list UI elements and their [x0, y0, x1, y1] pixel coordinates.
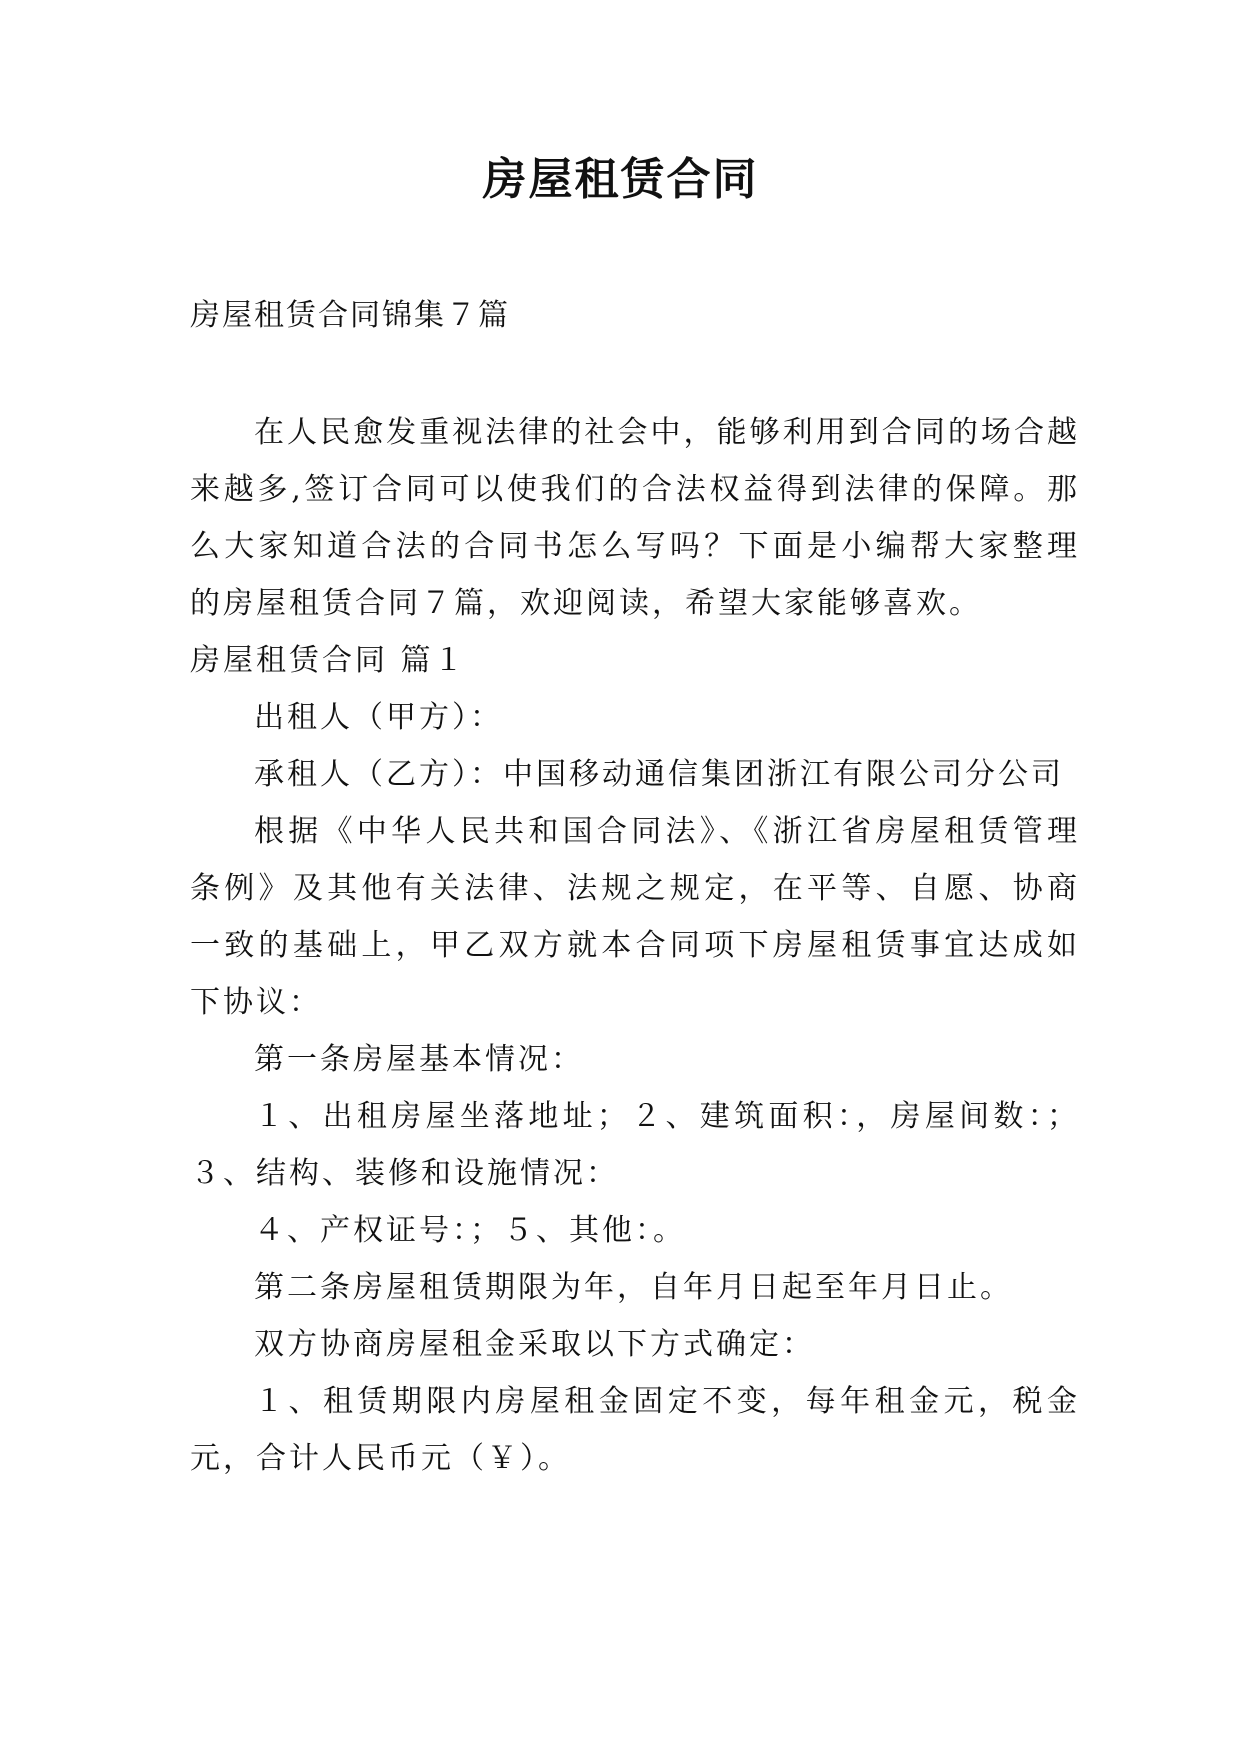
legal-basis-paragraph: 根据《中华人民共和国合同法》、《浙江省房屋租赁管理条例》及其他有关法律、法规之规定，在平等、自愿、协商一致的基础上，甲乙双方就本合同项下房屋租赁事宜达成如下协议：: [190, 814, 1080, 1020]
rent-method-item-1: １、租赁期限内房屋租金固定不变，每年租金元，税金元，合计人民币元（￥）。: [190, 1384, 1080, 1476]
article-one-heading: 第一条房屋基本情况：: [254, 1042, 584, 1077]
lessee-line: 承租人（乙方）：中国移动通信集团浙江有限公司分公司: [254, 757, 1064, 792]
article-one-items-2: ４、产权证号：；５、其他：。: [254, 1213, 686, 1248]
document-title: 房屋租赁合同: [482, 154, 759, 205]
lessor-line: 出租人（甲方）：: [254, 700, 503, 735]
intro-paragraph: 在人民愈发重视法律的社会中，能够利用到合同的场合越来越多,签订合同可以使我们的合法权益得到法律的保障。那么大家知道合法的合同书怎么写吗？下面是小编帮大家整理的房屋租赁合同７篇，欢迎阅读，希望大家能够喜欢。: [190, 415, 1080, 621]
document-subtitle: 房屋租赁合同锦集７篇: [190, 298, 510, 333]
document-body: [190, 404, 1080, 1487]
rent-method-heading: 双方协商房屋租金采取以下方式确定：: [254, 1327, 815, 1362]
article-two-term: 第二条房屋租赁期限为年，自年月日起至年月日止。: [254, 1270, 1013, 1305]
article-one-items-1: １、出租房屋坐落地址；２、建筑面积：，房屋间数：；３、结构、装修和设施情况：: [190, 1099, 1080, 1191]
section-heading: 房屋租赁合同 篇１: [190, 643, 467, 678]
